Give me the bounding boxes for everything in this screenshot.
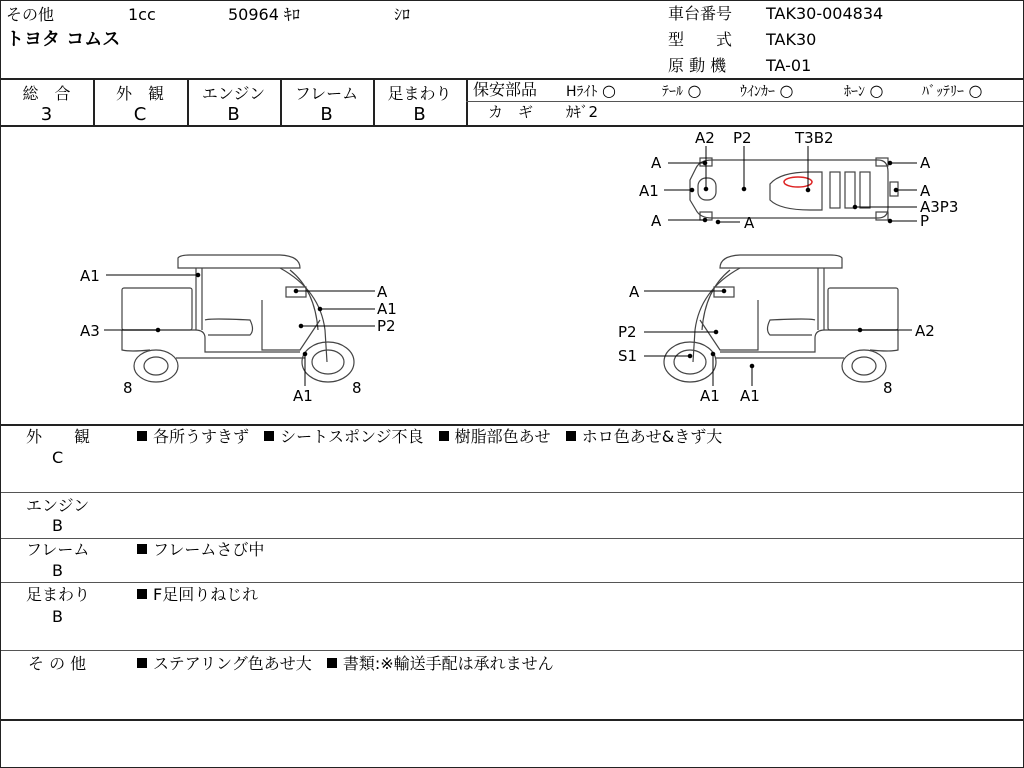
bullet-icon [137, 658, 147, 668]
top-view [690, 158, 898, 220]
suspension-grade-label: 足まわり [387, 84, 452, 103]
diagram-label: A [651, 154, 662, 172]
diagram-label: A [920, 182, 931, 200]
diagram-label: A1 [80, 267, 100, 285]
left-side-view [122, 255, 354, 382]
vehicle-diagram [0, 126, 1024, 424]
bullet-icon [137, 589, 147, 599]
diagram-label: A3P3 [920, 198, 959, 216]
engine-grade-label: エンジン [201, 84, 266, 103]
diagram-label: A1 [700, 387, 720, 405]
remark-label-exterior: 外 観 [26, 427, 91, 446]
bullet-icon [137, 431, 147, 441]
remark-items-exterior: 各所うすきず シートスポンジ不良 樹脂部色あせ ホロ色あせ&きず大 [137, 429, 722, 445]
remark-label-frame: フレーム [26, 540, 90, 559]
engine-grade-value: B [227, 104, 240, 125]
divider [0, 492, 1024, 493]
divider [0, 650, 1024, 651]
safety-item-battery: ﾊﾞｯﾃﾘｰ ○ [922, 81, 983, 100]
engine-value: TA-01 [766, 56, 812, 75]
category: その他 [6, 5, 55, 24]
engine-label: 原 動 機 [668, 56, 727, 75]
exterior-label: 外 観 [115, 84, 164, 103]
remark-grade-suspension: B [52, 607, 63, 626]
remark-label-suspension: 足まわり [26, 585, 91, 604]
diagram-label: A2 [695, 129, 715, 147]
bullet-icon [264, 431, 274, 441]
mileage: 50964 ｷﾛ [228, 5, 300, 24]
displacement: 1cc [128, 5, 156, 24]
remark-label-other: そ の 他 [28, 654, 87, 673]
model-name: トヨタ コムス [6, 29, 121, 50]
diagram-label: A1 [639, 182, 659, 200]
chassis-label: 車台番号 [668, 4, 733, 23]
remark-grade-exterior: C [52, 448, 64, 467]
diagram-label: T3B2 [795, 129, 834, 147]
remark-items-frame: フレームさび中 [137, 542, 264, 558]
diagram-label: P2 [377, 317, 396, 335]
safety-item-winker: ｳｲﾝｶｰ ○ [740, 81, 794, 100]
remark-items-suspension: F足回りねじれ [137, 587, 258, 603]
remark-grade-engine: B [52, 516, 63, 535]
diagram-label: 8 [123, 379, 133, 397]
diagram-label: A2 [915, 322, 935, 340]
divider [0, 538, 1024, 539]
diagram-label: A [377, 283, 388, 301]
frame-grade-label: フレーム [294, 84, 359, 103]
suspension-grade-value: B [413, 104, 426, 125]
remark-label-engine: エンジン [26, 496, 90, 515]
divider [466, 78, 468, 126]
type-value: TAK30 [766, 30, 817, 49]
color: ｼﾛ [394, 5, 411, 24]
bullet-icon [137, 544, 147, 554]
diagram-label: A [920, 154, 931, 172]
diagram-label: A [651, 212, 662, 230]
diagram-label: A [744, 214, 755, 232]
overall-value: 3 [40, 104, 53, 125]
key-value: ｶｷﾞ2 [566, 103, 599, 121]
diagram-label: P2 [733, 129, 752, 147]
safety-item-tail: ﾃｰﾙ ○ [662, 81, 702, 100]
bullet-icon [439, 431, 449, 441]
diagram-label: P2 [618, 323, 637, 341]
divider [0, 424, 1024, 426]
frame-grade-value: B [320, 104, 333, 125]
type-label: 型 式 [668, 30, 733, 49]
bullet-icon [327, 658, 337, 668]
divider [0, 582, 1024, 583]
safety-item-horn: ﾎｰﾝ ○ [844, 81, 884, 100]
diagram-label: A1 [377, 300, 397, 318]
right-side-view [664, 255, 898, 382]
diagram-label: S1 [618, 347, 638, 365]
divider [466, 101, 1024, 102]
diagram-label: 8 [352, 379, 362, 397]
diagram-label: A3 [80, 322, 100, 340]
key-label: カ ギ [488, 103, 534, 121]
remark-items-other: ステアリング色あせ大 書類:※輸送手配は承れません [137, 656, 554, 672]
diagram-label: A1 [293, 387, 313, 405]
diagram-label: 8 [883, 379, 893, 397]
chassis-value: TAK30-004834 [766, 4, 884, 23]
diagram-label: P [920, 212, 930, 230]
exterior-value: C [133, 104, 147, 125]
safety-label: 保安部品 [473, 80, 538, 99]
overall-label: 総 合 [22, 84, 71, 103]
diagram-label: A [629, 283, 640, 301]
bullet-icon [566, 431, 576, 441]
safety-item-headlight: Hﾗｲﾄ ○ [566, 81, 616, 100]
divider [0, 719, 1024, 721]
diagram-label: A1 [740, 387, 760, 405]
remark-grade-frame: B [52, 561, 63, 580]
